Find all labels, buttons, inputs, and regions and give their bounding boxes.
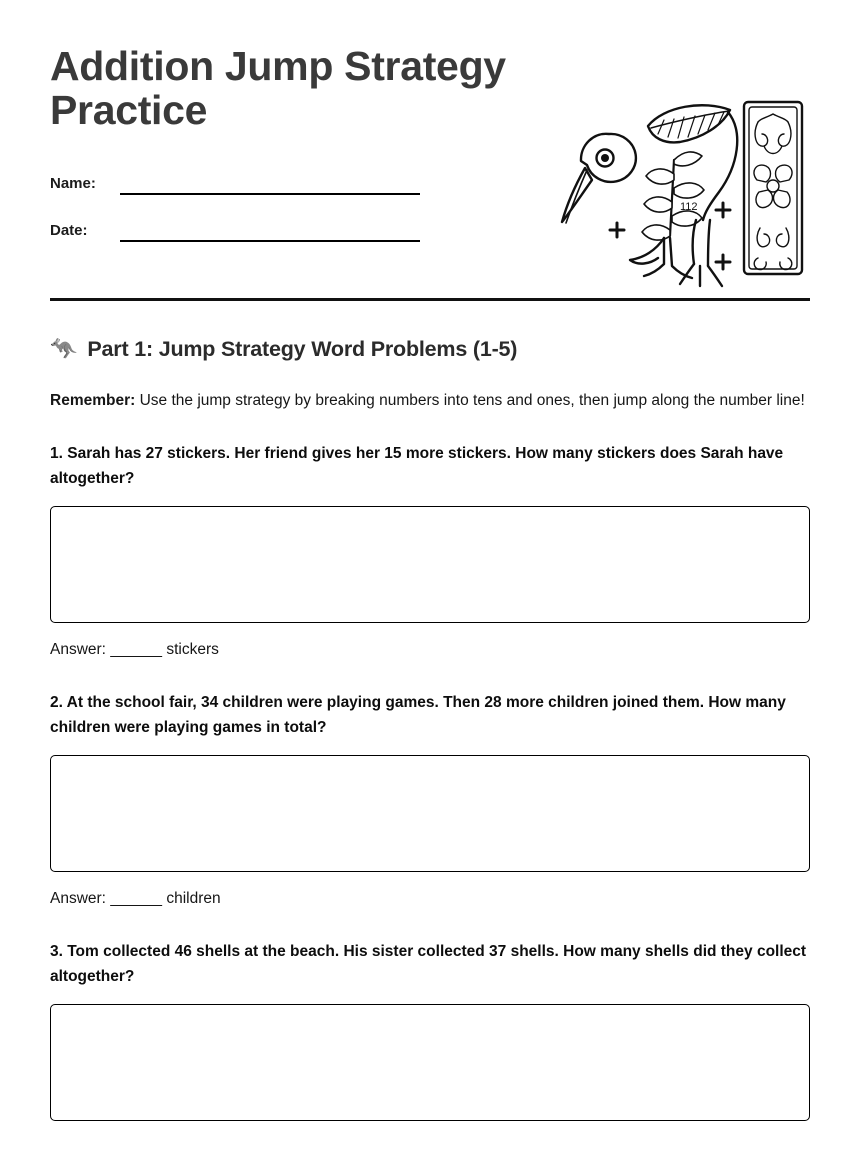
- name-label: Name:: [50, 174, 96, 192]
- work-area-box[interactable]: [50, 755, 810, 872]
- date-label: Date:: [50, 221, 88, 239]
- bird-head-icon: [562, 134, 636, 223]
- answer-unit: stickers: [166, 641, 219, 659]
- remember-note: [50, 388, 810, 413]
- work-area-box[interactable]: [50, 506, 810, 623]
- remember-text: Use the jump strategy by breaking numbers into tens and ones, then jump along the number line!: [139, 391, 805, 409]
- name-input-line[interactable]: [120, 192, 420, 195]
- section-header-part1: [50, 337, 810, 362]
- page-title: Addition Jump Strategy Practice: [50, 43, 506, 134]
- question-text: 3. Tom collected 46 shells at the beach. His sister collected 37 shells. How many shells did they collect altogether?: [50, 942, 807, 985]
- answer-line: [50, 638, 810, 661]
- plus-sign-left: [610, 223, 624, 237]
- decorative-illustration: [552, 88, 814, 300]
- kangaroo-icon: 🦘: [50, 336, 78, 362]
- question-text: 1. Sarah has 27 stickers. Her friend gives her 15 more stickers. How many stickers does Sarah have altogether?: [50, 444, 784, 487]
- illustration-inner-label: 112: [680, 201, 698, 213]
- answer-prefix: Answer:: [50, 890, 106, 908]
- question-text: 2. At the school fair, 34 children were playing games. Then 28 more children joined them. How many children were playing games in total?: [50, 693, 786, 736]
- answer-line: [50, 887, 810, 910]
- section-title: Part 1: Jump Strategy Word Problems (1-5): [87, 336, 518, 361]
- remember-label: Remember:: [50, 391, 136, 409]
- answer-blank[interactable]: ______: [110, 641, 163, 659]
- answer-prefix: Answer:: [50, 641, 106, 659]
- leaf-icon: [648, 105, 730, 142]
- work-area-box[interactable]: [50, 1004, 810, 1121]
- answer-unit: children: [166, 890, 221, 908]
- answer-blank[interactable]: ______: [110, 890, 163, 908]
- date-input-line[interactable]: [120, 239, 420, 242]
- plus-sign-upper-right: [716, 203, 730, 217]
- carved-panel-icon: [744, 102, 802, 274]
- plus-sign-lower-right: [716, 255, 730, 269]
